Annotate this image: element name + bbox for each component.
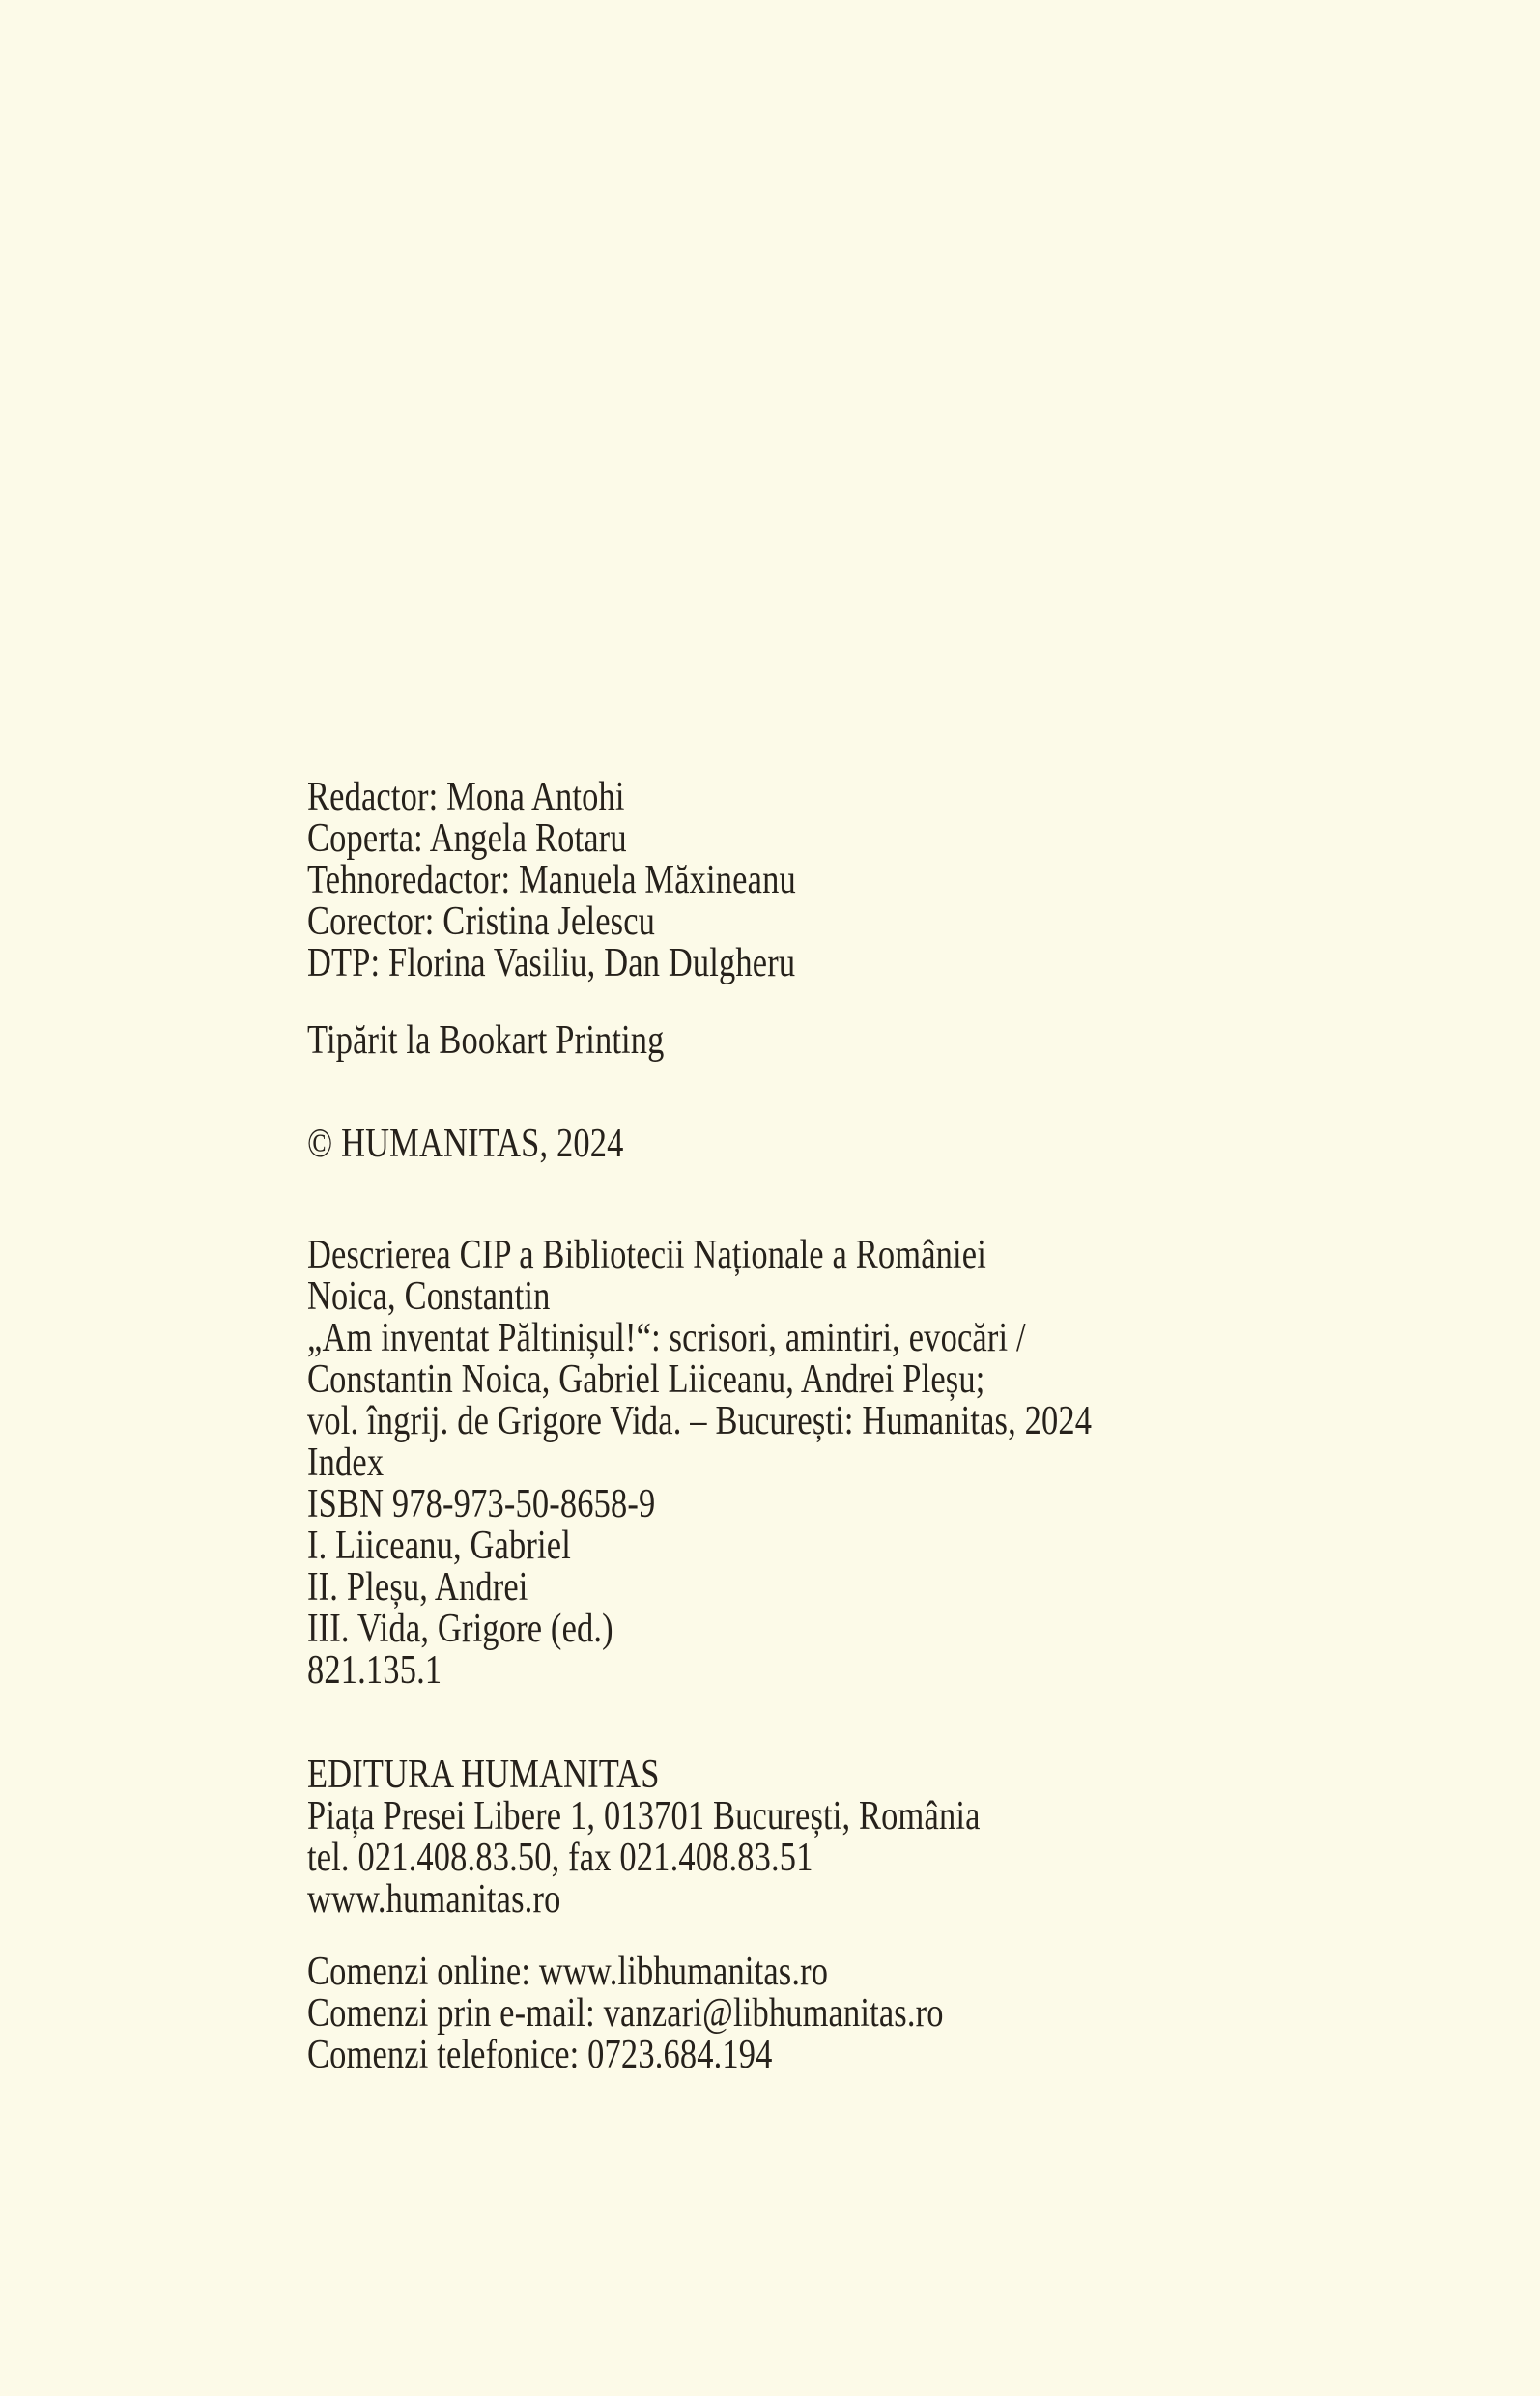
credit-line-corector: Corector: Cristina Jelescu	[307, 899, 656, 944]
copyright-line: © HUMANITAS, 2024	[307, 1122, 624, 1166]
publisher-name: EDITURA HUMANITAS	[307, 1753, 660, 1797]
cip-title: Descrierea CIP a Bibliotecii Naționale a României	[307, 1233, 986, 1277]
orders-line-phone: Comenzi telefonice: 0723.684.194	[307, 2033, 773, 2077]
credit-line-dtp: DTP: Florina Vasiliu, Dan Dulgheru	[307, 941, 796, 985]
orders-line-online: Comenzi online: www.libhumanitas.ro	[307, 1950, 829, 1994]
cip-line-ref-3: III. Vida, Grigore (ed.)	[307, 1607, 613, 1651]
publisher-website: www.humanitas.ro	[307, 1877, 561, 1922]
publisher-address: Piața Presei Libere 1, 013701 București, România	[307, 1794, 981, 1839]
cip-line-contributors: Constantin Noica, Gabriel Liiceanu, Andrei Pleșu;	[307, 1357, 985, 1402]
cip-line-udc: 821.135.1	[307, 1648, 442, 1693]
copyright-block	[307, 1124, 1464, 1165]
credit-line-coperta: Coperta: Angela Rotaru	[307, 816, 627, 861]
cip-line-ref-1: I. Liiceanu, Gabriel	[307, 1524, 571, 1568]
colophon-text-block	[307, 777, 1464, 2076]
cip-description-block	[307, 1235, 1464, 1692]
publisher-block	[307, 1754, 1464, 1921]
printed-at-block	[307, 1020, 1464, 1062]
cip-line-author: Noica, Constantin	[307, 1274, 551, 1319]
cip-line-isbn: ISBN 978-973-50-8658-9	[307, 1482, 656, 1526]
orders-line-email: Comenzi prin e-mail: vanzari@libhumanitas.ro	[307, 1991, 944, 2036]
cip-line-ref-2: II. Pleșu, Andrei	[307, 1565, 528, 1610]
cip-line-editor: vol. îngrij. de Grigore Vida. – București: Humanitas, 2024	[307, 1399, 1093, 1443]
printed-at-line: Tipărit la Bookart Printing	[307, 1018, 665, 1063]
orders-block	[307, 1952, 1464, 2076]
credit-line-tehnoredactor: Tehnoredactor: Manuela Măxineanu	[307, 858, 796, 902]
credits-block	[307, 777, 1464, 984]
credit-line-redactor: Redactor: Mona Antohi	[307, 775, 625, 819]
publisher-phones: tel. 021.408.83.50, fax 021.408.83.51	[307, 1836, 813, 1880]
cip-line-index: Index	[307, 1440, 385, 1485]
cip-line-book-title: „Am inventat Păltinișul!“: scrisori, amintiri, evocări /	[307, 1316, 1026, 1360]
